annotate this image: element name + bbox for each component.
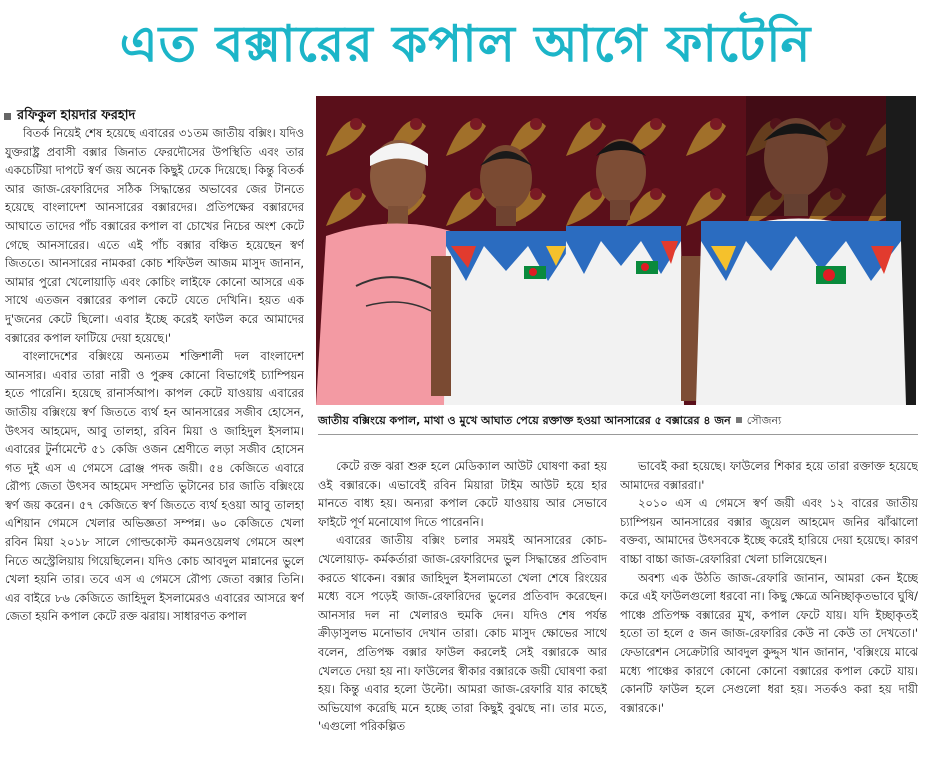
news-photo	[316, 96, 916, 405]
column3-paragraph-3: অবশ্য এক উঠতি জাজ-রেফারি জানান, আমরা কেন ইচ্ছে করে এই ফাউলগুলো ধরবো না। কিছু ক্ষেত্রে অনিচ্ছাকৃতভাবে ঘুষি/ পাঞ্চে প্রতিপক্ষ বক্সারের মুখ, কপাল ফেটে যায়। যদি ইচ্ছাকৃতই হতো তা হলে ৫ জন জাজ-রেফারির কেউ না কেউ তা দেখতো।' ফেডারেশন সেক্রেটারি আবদুল কুদ্দুস খান জানান, 'বক্সিংয়ে মাঝে মধ্যে পাঞ্চের কারণে কোনো কোনো বক্সারের কপাল কেটে যায়। কোনটি ফাউল হলে সেগুলো ধরা হয়। সতর্কও করা হয় দায়ী বক্সারকে।'	[620, 570, 918, 715]
article-column-3	[620, 457, 918, 775]
column2-paragraph-2: এবারের জাতীয় বক্সিং চলার সময়ই আনসারের কোচ- খেলোয়াড়- কর্মকর্তারা জাজ-রেফারিদের ভুল সিদ্ধান্তের প্রতিবাদ করতে থাকেন। বক্সার জাহিদুল ইসলামতো খেলা শেষে রিংয়ের মধ্যে বসে পড়েই জাজ-রেফারিদের ভুলের প্রতিবাদ করেছেন। আনসার দল না খেলারও হুমকি দেন। যদিও শেষ পর্যন্ত ক্রীড়াসুলভ মনোভাব দেখান তারা। কোচ মাসুদ ক্ষোভের সাথে বলেন, প্রতিপক্ষ বক্সার ফাউল করলেই সেই বক্সারকে আর খেলতে দেয়া হয় না। ফাউলের স্বীকার বক্সারকে জয়ী ঘোষণা করা হয়। কিন্তু এবার হলো উল্টো। আমরা জাজ-রেফারি যার কাছেই অভিযোগ করেছি মনে হচ্ছে তারা কিছুই বুঝছে না। তার মতে, 'এগুলো পরিকল্পিত	[318, 533, 607, 734]
photo-caption-text: জাতীয় বক্সিংয়ে কপাল, মাথা ও মুখে আঘাত পেয়ে রক্তাক্ত হওয়া আনসারের ৫ বক্সারের ৪ জন	[318, 414, 731, 427]
photo-credit: সৌজন্য	[746, 414, 782, 427]
column1-paragraph-2: বাংলাদেশের বক্সিংয়ে অন্যতম শক্তিশালী দল বাংলাদেশ আনসার। এবার তারা নারী ও পুরুষ কোনো বিভাগেই চ্যাম্পিয়ন হতে পারেনি। হয়েছে রানার্সআপ। কাপল কেটে যাওয়ায় এবারের জাতীয় বক্সিংয়ে স্বর্ণ জিততে ব্যর্থ হন আনসারের সজীব হোসেন, উৎসব আহমেদ, আবু তালহা, রবিন মিয়া ও জাহিদুল ইসলাম। এবারের টুর্নামেন্টে ৫১ কেজি ওজন শ্রেণীতে লড়া সজীব হোসেন গত দুই এস এ গেমসে ব্রোঞ্জ পদক জয়ী। ৫৪ কেজিতে এবারে রৌপ্য জেতা উৎসব আহমেদ সম্প্রতি ভুটানের চার জাতি বক্সিংয়ে স্বর্ণ জয় করেন। ৫৭ কেজিতে স্বর্ণ জিততে ব্যর্থ হওয়া আবু তালহা এশিয়ান গেমসে খেলার অভিজ্ঞতা সম্পন্ন। ৬০ কেজিতে খেলা রবিন মিয়া ২০১৮ সালে গোল্ডকোস্ট কমনওয়েলথ গেমসে অংশ নিতে অস্ট্রেলিয়ায় গিয়েছিলেন। যদিও কোচ আবদুল মান্নানের ভুলে খেলা হয়নি তার। তবে এস এ গেমসে রৌপ্য জেতা বক্সার তিনি। এর বাইরে ৮৬ কেজিতে জাহিদুল ইসলামেরও এবারের আসরে স্বর্ণ জেতা হয়নি কপাল কেটে রক্ত ঝরায়। সাধারণত কপাল	[5, 349, 304, 624]
column3-paragraph-2: ২০১০ এস এ গেমসে স্বর্ণ জয়ী এবং ১২ বারের জাতীয় চ্যাম্পিয়ন আনসারের বক্সার জুয়েল আহমেদ জনির ঝাঁঝালো বক্তব্য, আমাদের উৎসবকে ইচ্ছে করেই হারিয়ে দেয়া হয়েছে। কারণ বাচ্চা বাচ্চা জাজ-রেফারিরা খেলা চালিয়েছেন।	[620, 496, 918, 566]
headline: এত বক্সারের কপাল আগে ফাটেনি	[119, 15, 812, 73]
photo-caption	[318, 412, 918, 431]
column1-paragraph-1: বিতর্ক নিয়েই শেষ হয়েছে এবারের ৩১তম জাতীয় বক্সিং। যদিও যুক্তরাষ্ট্র প্রবাসী বক্সার জিনাত ফেরদৌসের উপস্থিতি এবং তার একচেটিয়া দাপটে স্বর্ণ জয় অনেক কিছুই ঢেকে দিয়েছে। কিন্তু বিতর্ক আর জাজ-রেফারিদের সঠিক সিদ্ধান্তের অভাবের জের টানতে হয়েছে বাংলাদেশ আনসারের বক্সারদের। প্রতিপক্ষের বক্সারদের আঘাতে তাদের পাঁচ বক্সারের কপাল বা চোখের নিচের অংশ কেটে গেছে আনসারের। এতে এই পাঁচ বক্সার বঞ্চিত হয়েছেন স্বর্ণ জিততে। আনসারের নামকরা কোচ শফিউল আজম মাসুদ জানান, আমার পুরো খেলোয়াড়ি এবং কোচিং লাইফে কোনো আসরে এক সাথে এতজন বক্সারের কপাল কেটে যেতে দেখিনি। হয়ত এক দু'জনের কেটে ছিলো। এবার ইচ্ছে করেই ফাউল করে আমাদের বক্সারের কপাল ফাটিয়ে দেয়া হয়েছে।'	[5, 126, 304, 345]
column2-paragraph-1: কেটে রক্ত ঝরা শুরু হলে মেডিক্যাল আউট ঘোষণা করা হয় ওই বক্সারকে। এভাবেই রবিন মিয়ারা টাইম আউট হয়ে হার মানতে বাধ্য হয়। অন্যরা কপাল কেটে যাওয়ায় আর সেভাবে ফাইটে পূর্ণ মনোযোগ দিতে পারেননি।	[318, 459, 607, 529]
caption-separator-icon	[736, 417, 742, 423]
byline-author: রফিকুল হায়দার ফরহাদ	[17, 108, 136, 123]
byline-bullet-icon	[4, 113, 11, 120]
article-column-1	[5, 124, 304, 774]
caption-divider	[318, 434, 918, 435]
article-column-2	[318, 457, 607, 775]
column3-paragraph-1: ভাবেই করা হয়েছে। ফাউলের শিকার হয়ে তারা রক্তাক্ত হয়েছে আমাদের বক্সাররা।'	[620, 459, 918, 492]
